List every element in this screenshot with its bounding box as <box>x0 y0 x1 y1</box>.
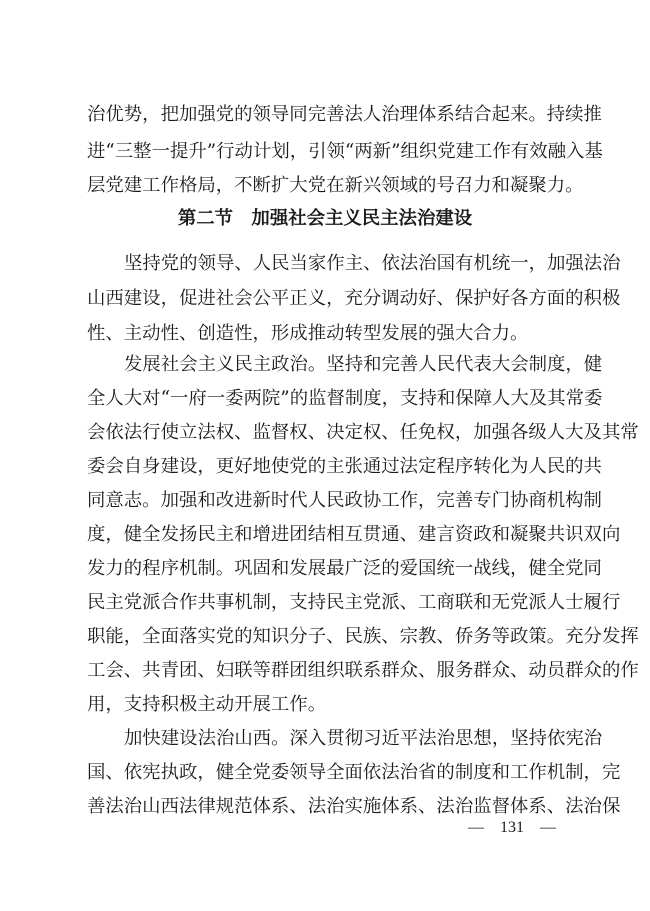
paragraph-4-line-3: 善法治山西法律规范体系、法治实施体系、法治监督体系、法治保 <box>87 796 621 817</box>
paragraph-1-line-2: 进“三整一提升”行动计划，引领“两新”组织党建工作有效融入基 <box>87 141 603 162</box>
paragraph-3-line-2: 全人大对“一府一委两院”的监督制度，支持和保障人大及其常委 <box>87 388 603 409</box>
paragraph-1-line-3: 层党建工作格局，不断扩大党在新兴领域的号召力和凝聚力。 <box>87 175 584 196</box>
page-number: — 131 — <box>468 819 557 836</box>
paragraph-3-line-10: 工会、共青团、妇联等群团组织联系群众、服务群众、动员群众的作 <box>87 660 639 681</box>
paragraph-3-line-8: 民主党派合作共事机制，支持民主党派、工商联和无党派人士履行 <box>87 592 621 613</box>
paragraph-3-line-1: 发展社会主义民主政治。坚持和完善人民代表大会制度，健 <box>124 354 603 375</box>
paragraph-4-line-1: 加快建设法治山西。深入贯彻习近平法治思想，坚持依宪治 <box>124 728 603 749</box>
paragraph-2-line-1: 坚持党的领导、人民当家作主、依法治国有机统一，加强法治 <box>124 253 621 274</box>
paragraph-3-line-5: 同意志。加强和改进新时代人民政协工作，完善专门协商机构制 <box>87 490 602 511</box>
paragraph-3-line-7: 发力的程序机制。巩固和发展最广泛的爱国统一战线，健全党同 <box>87 558 602 579</box>
section-heading: 第二节 加强社会主义民主法治建设 <box>177 208 473 229</box>
paragraph-2-line-3: 性、主动性、创造性，形成推动转型发展的强大合力。 <box>87 323 529 344</box>
paragraph-4-line-2: 国、依宪执政，健全党委领导全面依法治省的制度和工作机制，完 <box>87 762 621 783</box>
paragraph-1-line-1: 治优势，把加强党的领导同完善法人治理体系结合起来。持续推 <box>87 104 602 125</box>
paragraph-3-line-3: 会依法行使立法权、监督权、决定权、任免权，加强各级人大及其常 <box>87 422 639 443</box>
paragraph-3-line-9: 职能，全面落实党的知识分子、民族、宗教、侨务等政策。充分发挥 <box>87 626 639 647</box>
paragraph-2-line-2: 山西建设，促进社会公平正义，充分调动好、保护好各方面的积极 <box>87 288 621 309</box>
paragraph-3-line-4: 委会自身建设，更好地使党的主张通过法定程序转化为人民的共 <box>87 456 602 477</box>
paragraph-3-line-6: 度，健全发扬民主和增进团结相互贯通、建言资政和凝聚共识双向 <box>87 524 621 545</box>
paragraph-3-line-11: 用，支持积极主动开展工作。 <box>87 694 327 715</box>
